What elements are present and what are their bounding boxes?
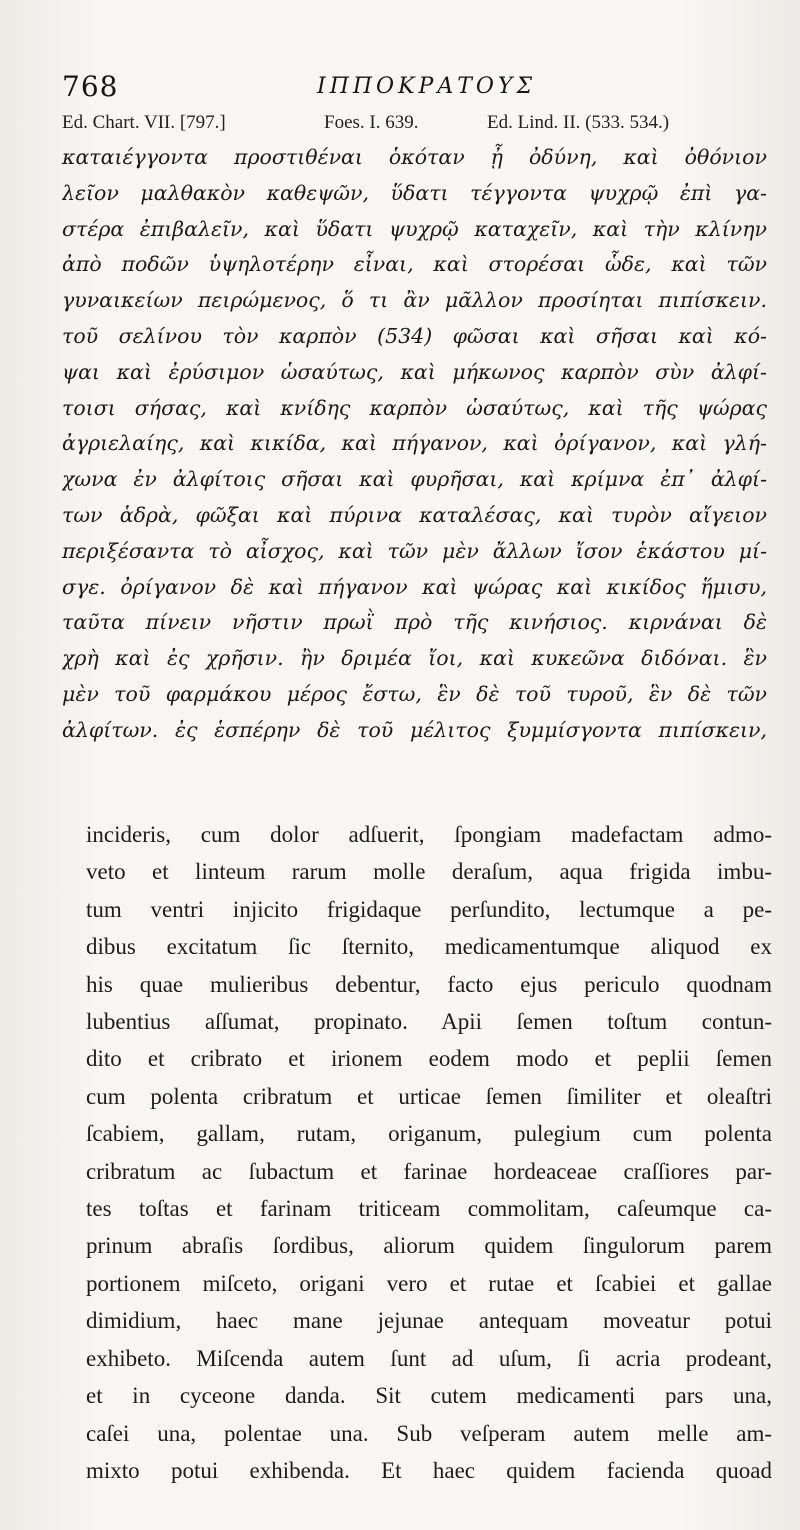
page-number: 768 bbox=[62, 70, 119, 103]
latin-line: exhibeto. Miſcenda autem ſunt ad uſum, ſi acria prodeant, bbox=[86, 1345, 772, 1371]
latin-line: ſcabiem, gallam, rutam, origanum, pulegium cum polenta bbox=[86, 1121, 772, 1147]
greek-line: χρὴ καὶ ἐς χρῆσιν. ἢν δριμέα ἴοι, καὶ κυκεῶνα διδόναι. ἓν bbox=[62, 646, 767, 671]
edition-lind-ref: Ed. Lind. II. (533. 534.) bbox=[487, 112, 670, 133]
greek-line: λεῖον μαλθακὸν καθεψῶν, ὕδατι τέγγοντα ψυχρῷ ἐπὶ γα- bbox=[62, 180, 767, 205]
greek-line: ψαι καὶ ἐρύσιμον ὡσαύτως, καὶ μήκωνος καρπὸν σὺν ἀλφί- bbox=[62, 359, 767, 384]
greek-line: τοῦ σελίνου τὸν καρπὸν (534) φῶσαι καὶ σῆσαι καὶ κό- bbox=[62, 323, 767, 348]
greek-line: χωνα ἐν ἀλφίτοις σῆσαι καὶ φυρῆσαι, καὶ κρίμνα ἐπ᾽ ἀλφί- bbox=[62, 467, 767, 492]
latin-line: lubentius aſſumat, propinato. Apii ſemen toſtum contun- bbox=[86, 1009, 772, 1035]
latin-line: tum ventri injicito frigidaque perſundito, lectumque a pe- bbox=[86, 896, 772, 922]
greek-line: τοισι σήσας, καὶ κνίδης καρπὸν ὡσαύτως, καὶ τῆς ψώρας bbox=[62, 395, 767, 420]
running-head: ΙΠΠΟΚΡΑΤΟΥΣ bbox=[317, 74, 537, 99]
greek-text-block bbox=[62, 140, 767, 749]
latin-line: dito et cribrato et irionem eodem modo et peplii ſemen bbox=[86, 1046, 772, 1072]
greek-line: των ἁδρὰ, φῶξαι καὶ πύρινα καταλέσας, καὶ τυρὸν αἴγειον bbox=[62, 502, 767, 527]
latin-line: his quae mulieribus debentur, facto ejus periculo quodnam bbox=[86, 971, 772, 997]
greek-line: μὲν τοῦ φαρμάκου μέρος ἔστω, ἓν δὲ τοῦ τυροῦ, ἓν δὲ τῶν bbox=[62, 681, 767, 706]
greek-line: στέρα ἐπιβαλεῖν, καὶ ὕδατι ψυχρῷ καταχεῖν, καὶ τὴν κλίνην bbox=[62, 216, 767, 241]
edition-chart-ref: Ed. Chart. VII. [797.] bbox=[62, 112, 226, 133]
latin-line: incideris, cum dolor adſuerit, ſpongiam madefactam admo- bbox=[86, 822, 772, 847]
latin-text-block bbox=[86, 816, 772, 1489]
latin-line: mixto potui exhibenda. Et haec quidem facienda quoad bbox=[86, 1457, 772, 1483]
greek-line: ἀλφίτων. ἐς ἑσπέρην δὲ τοῦ μέλιτος ξυμμίσγοντα πιπίσκειν, bbox=[62, 717, 767, 742]
latin-line: tes toſtas et farinam triticeam commolitam, caſeumque ca- bbox=[86, 1196, 772, 1222]
latin-line: dimidium, haec mane jejunae antequam moveatur potui bbox=[86, 1308, 772, 1334]
greek-line: περιξέσαντα τὸ αἶσχος, καὶ τῶν μὲν ἄλλων ἴσον ἑκάστου μί- bbox=[62, 538, 767, 563]
greek-line: καταιέγγοντα προστιθέναι ὁκόταν ᾖ ὀδύνη, καὶ ὀθόνιον bbox=[62, 145, 767, 169]
latin-line: cum polenta cribratum et urticae ſemen ſimiliter et oleaſtri bbox=[86, 1083, 772, 1109]
latin-line: veto et linteum rarum molle deraſum, aqua frigida imbu- bbox=[86, 859, 772, 885]
latin-line: dibus excitatum ſic ſternito, medicamentumque aliquod ex bbox=[86, 934, 772, 960]
latin-line: prinum abraſis ſordibus, aliorum quidem ſingulorum parem bbox=[86, 1233, 772, 1259]
greek-line: ἀπὸ ποδῶν ὑψηλοτέρην εἶναι, καὶ στορέσαι ὧδε, καὶ τῶν bbox=[62, 252, 767, 277]
edition-foes-ref: Foes. I. 639. bbox=[324, 112, 419, 133]
latin-line: et in cyceone danda. Sit cutem medicamenti pars una, bbox=[86, 1383, 772, 1409]
edition-references bbox=[62, 112, 782, 142]
latin-line: cribratum ac ſubactum et farinae hordeaceae craſſiores par- bbox=[86, 1158, 772, 1184]
greek-line: ταῦτα πίνειν νῆστιν πρωῒ πρὸ τῆς κινήσιος. κιρνάναι δὲ bbox=[62, 610, 767, 635]
latin-line: portionem miſceto, origani vero et rutae et ſcabiei et gallae bbox=[86, 1270, 772, 1296]
greek-line: ἀγριελαίης, καὶ κικίδα, καὶ πήγανον, καὶ ὀρίγανον, καὶ γλή- bbox=[62, 431, 767, 456]
greek-line: γυναικείων πειρώμενος, ὅ τι ἂν μᾶλλον προσίηται πιπίσκειν. bbox=[62, 288, 767, 313]
latin-line: caſei una, polentae una. Sub veſperam autem melle am- bbox=[86, 1420, 772, 1446]
greek-line: σγε. ὀρίγανον δὲ καὶ πήγανον καὶ ψώρας καὶ κικίδος ἥμισυ, bbox=[62, 574, 767, 599]
page-header bbox=[62, 70, 762, 110]
